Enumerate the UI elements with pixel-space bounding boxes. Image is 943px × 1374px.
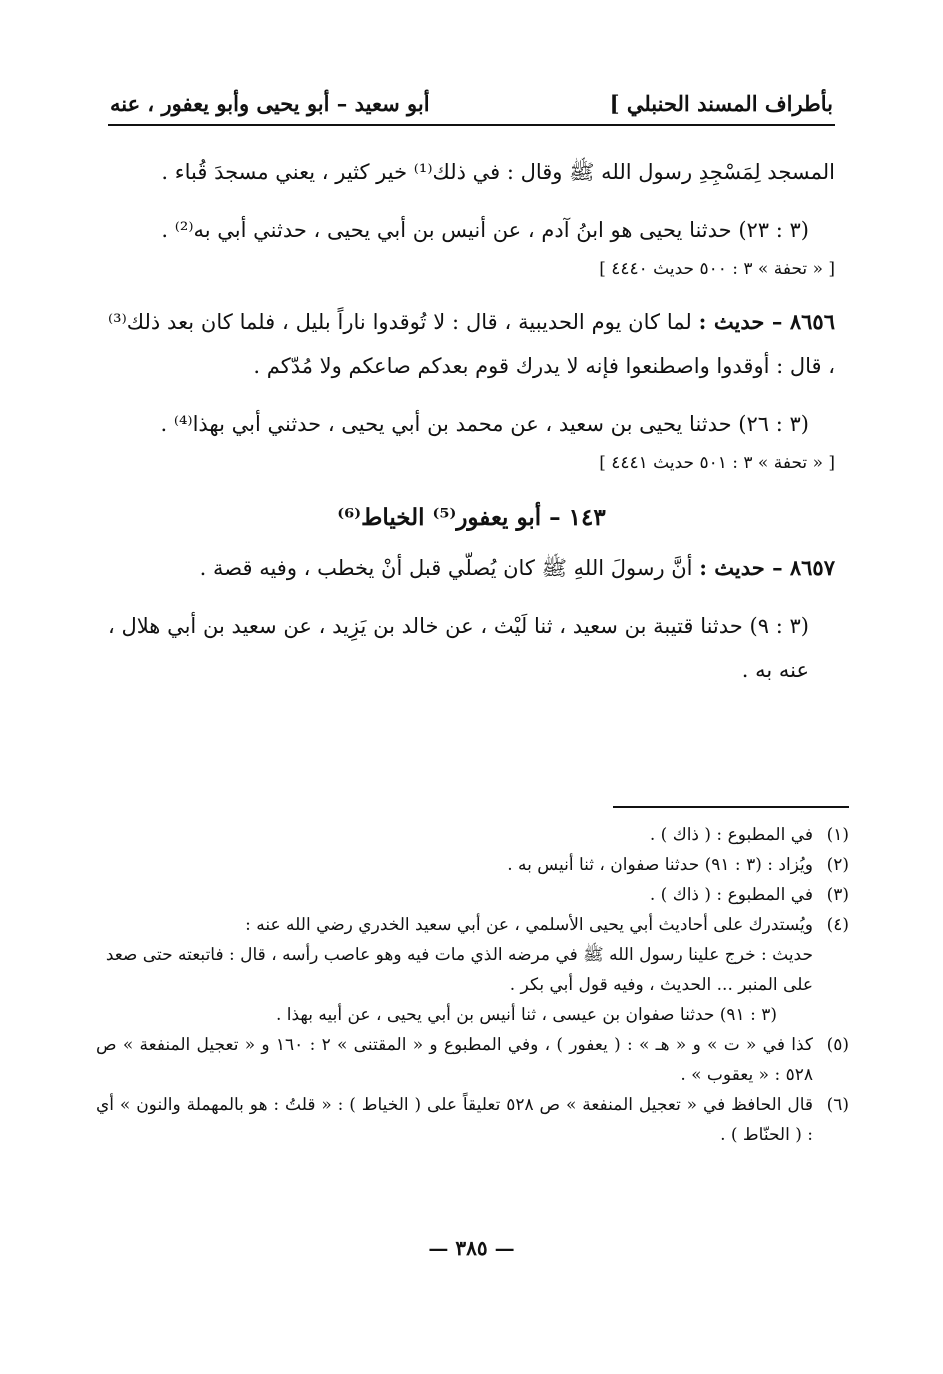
footnote-continuation: (٣ : ٩١) حدثنا صفوان بن عيسى ، ثنا أنيس بن أبي يحيى ، عن أبيه بهذا . (275, 1005, 777, 1025)
running-header (110, 86, 833, 120)
isnad-line: (٣ : ٢٦) حدثنا يحيى بن سعيد ، عن محمد بن أبي يحيى ، حدثني أبي بهذا⁽⁴⁾ . (160, 412, 809, 436)
hadith-8656 (108, 300, 835, 388)
hadith-text: أنَّ رسولَ اللهِ ﷺ كان يُصلّي قبل أنْ يخطب ، وفيه قصة . (199, 556, 693, 580)
hadith-number: ٨٦٥٦ – حديث : (698, 309, 835, 334)
footnote-text: ويُزاد : (٣ : ٩١) حدثنا صفوان ، ثنا أنيس به . (507, 855, 813, 875)
footnote-mark: (٦) (826, 1095, 849, 1115)
footnote-mark: (١) (826, 825, 849, 845)
header-left-title: أبو سعيد – أبو يحيى وأبو يعفور ، عنه (110, 90, 430, 116)
hadith-number: ٨٦٥٧ – حديث : (699, 555, 835, 580)
section-title: ١٤٣ – أبو يعفور⁽⁵⁾ الخياط⁽⁶⁾ (337, 504, 606, 531)
isnad-line: (٣ : ٩) حدثنا قتيبة بن سعيد ، ثنا لَيْث ، عن خالد بن يَزِيد ، عن سعيد بن أبي هلال ، عنه به . (108, 614, 809, 682)
main-text (108, 150, 835, 692)
footnote-text: كذا في « ت » و « هـ » : ( يعفور ) ، وفي المطبوع و « المقتنى » ٢ : ١٦٠ و « تعجيل المنفعة » ص ٥٢٨ : « يعقوب » . (96, 1035, 813, 1085)
hadith-8657 (108, 546, 835, 590)
header-rule (108, 124, 835, 126)
footnote-mark: (٢) (826, 855, 849, 875)
footnote-text: ويُستدرك على أحاديث أبي يحيى الأسلمي ، عن أبي سعيد الخدري رضي الله عنه : (245, 915, 813, 935)
footnote (96, 850, 849, 880)
header-right-title: بأطراف المسند الحنبلي ] (609, 90, 833, 116)
footnote (96, 1090, 849, 1150)
tuhfa-reference: [ « تحفة » ٣ : ٥٠٠ حديث ٤٤٤٠ ] (599, 259, 835, 279)
page-number: — ٣٨٥ — (428, 1236, 515, 1260)
footnote-mark: (٥) (826, 1035, 849, 1055)
isnad-line: (٣ : ٢٣) حدثنا يحيى هو ابنُ آدم ، عن أنيس بن أبي يحيى ، حدثني أبي به⁽²⁾ . (161, 218, 809, 242)
footnote-text: في المطبوع : ( ذاك ) . (649, 825, 813, 845)
footnotes (96, 820, 849, 1150)
footnote-mark: (٤) (826, 915, 849, 935)
footnote (96, 1030, 849, 1090)
text-line: المسجد لِمَسْجِدِ رسول الله ﷺ وقال : في ذلك⁽¹⁾ خير كثير ، يعني مسجدَ قُباء . (161, 160, 835, 184)
footnote-continuation: حديث : خرج علينا رسول الله ﷺ في مرضه الذي مات فيه وهو عاصب رأسه ، قال : فاتبعته حتى صعد على المنبر ... الحديث ، وفيه قول أبي بكر . (105, 945, 813, 995)
hadith-text: لما كان يوم الحديبية ، قال : لا تُوقدوا ناراً بليل ، فلما كان بعد ذلك⁽³⁾ ، قال : أوقدوا واصطنعوا فإنه لا يدرك قوم بعدكم صاعكم ولا مُدّكم . (108, 310, 835, 378)
tuhfa-reference: [ « تحفة » ٣ : ٥٠١ حديث ٤٤٤١ ] (599, 453, 835, 473)
footnote-text: قال الحافظ في « تعجيل المنفعة » ص ٥٢٨ تعليقاً على ( الخياط ) : « قلتُ : هو بالمهملة والنون » أي : ( الحنّاط ) . (96, 1095, 813, 1145)
footnote-text: في المطبوع : ( ذاك ) . (649, 885, 813, 905)
footnote-mark: (٣) (826, 885, 849, 905)
footnote (96, 880, 849, 910)
footnote (96, 910, 849, 940)
footnote (96, 820, 849, 850)
footnote-rule (613, 806, 849, 808)
